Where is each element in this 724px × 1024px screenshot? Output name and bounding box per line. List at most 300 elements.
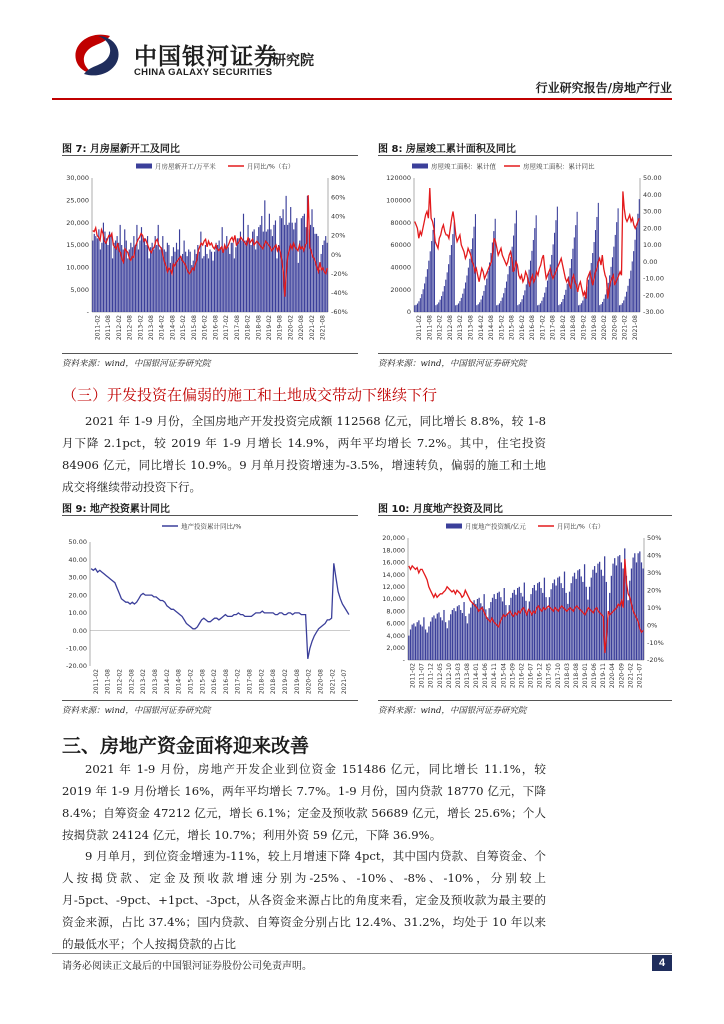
bar [234,258,235,312]
y-tick-left: 18,000 [382,546,405,555]
bar [502,298,503,312]
bar [130,243,131,312]
bar [603,299,604,312]
x-tick-label: 2019-02 [282,669,289,695]
x-tick-label: 2016-02 [518,663,526,689]
bar [435,305,436,312]
x-tick-label: 2012-02 [115,315,123,341]
bar [261,216,262,312]
paragraph-funding-2: 9 月单月，到位资金增速为-11%，较上月增速下降 4pct，其中国内贷款、自筹资金、个人按揭贷款、定金及预收款增速分别为-25%、-10%、-8%、-10%，分别较上月-5pct、-9pct、+1pct、-3pct，从各资金来源占比的角度来看，定金及预收款为最主要的资金来源，占比 37.4%；国内贷款、自筹资金分别占比 12.4%、31.2%，均处于 10 年以来的最低水平；个人按揭贷款的占比 [62,849,546,951]
bar [168,245,169,312]
bar [635,240,636,312]
y-tick-left: 25,000 [66,196,89,205]
bar [422,626,423,660]
chart-fig9 [62,518,358,696]
bar [133,236,134,312]
y-tick-left: 0 [406,308,411,317]
bar [522,597,523,660]
bar [275,220,276,312]
fig8-title: 图 8: 房屋竣工累计面积及同比 [378,144,516,155]
bar [176,243,177,312]
bar [543,297,544,312]
bar [615,235,616,312]
fig8-source: 资料来源：wind，中国银河证券研究院 [378,359,527,369]
bar [209,249,210,312]
bar [458,303,459,312]
y-tick-right: 40.00 [643,190,662,199]
bar [322,245,323,312]
bar [237,238,238,312]
bar [495,219,496,312]
bar [424,283,425,312]
bar [319,270,320,312]
x-tick-label: 2019-08 [276,315,284,341]
bar [440,617,441,660]
bar [447,628,448,660]
y-tick-right: -60% [331,308,348,317]
bar [194,249,195,312]
bar [260,225,261,312]
y-tick-right: 20% [647,586,662,595]
bar [184,241,185,312]
bar [555,586,556,660]
bar [639,199,640,312]
bar [425,277,426,312]
x-tick-label: 2020-02 [305,669,313,695]
brand-subtitle: 研究院 [272,53,314,69]
bar [467,623,468,660]
bar [437,614,438,660]
y-tick-right: 10.00 [643,241,662,250]
y-tick-right: -20.00 [643,291,664,300]
y-tick-right: 50% [647,534,662,543]
bar [582,582,583,660]
bar [304,214,305,312]
bar [450,614,451,660]
y-tick-right: 40% [331,212,346,221]
bar [559,576,560,660]
bar [136,225,137,312]
footer-disclaimer: 请务必阅读正文最后的中国银河证券股份公司免责声明。 [62,961,312,972]
bar [449,255,450,312]
bar [258,227,259,312]
bar [495,599,496,660]
x-tick-label: 2011-08 [104,669,112,695]
bar [637,214,638,312]
x-tick-label: 2020-09 [618,663,626,689]
y-tick-right: 20% [331,231,346,240]
legend-label-1: 月同比/%（右） [247,162,295,171]
bar [120,225,121,312]
bar [638,553,639,660]
x-tick-label: 2018-08 [572,663,580,689]
bar [441,296,442,312]
x-tick-label: 2019-08 [293,669,301,695]
y-tick-right: 30% [647,569,662,578]
bar [530,594,531,660]
bar [457,606,458,660]
bar [202,258,203,312]
bar [476,305,477,312]
bar [167,243,168,312]
galaxy-logo-icon [70,32,126,78]
x-tick-label: 2014-02 [163,669,171,695]
bar [529,270,530,312]
bar [238,238,239,312]
bar [311,209,312,312]
y-tick-left: 30,000 [66,174,89,183]
bar [602,302,603,312]
bar [110,234,111,312]
bar [153,249,154,312]
bar [455,611,456,660]
bar [581,303,582,312]
bar [416,305,417,312]
bar [612,257,613,312]
bar [616,565,617,660]
bar [149,258,150,312]
y-tick-left: - [86,308,89,317]
bar [545,597,546,660]
x-tick-label: 2021-02 [627,663,635,689]
bar [486,279,487,312]
x-tick-label: 2013-08 [467,315,475,341]
bar [561,583,562,660]
x-tick-label: 2019-11 [600,663,608,689]
x-tick-label: 2017-08 [246,669,254,695]
bar [187,256,188,312]
bar [567,604,568,660]
bar [507,274,508,312]
fig10-bottom-rule [378,700,672,701]
bar [577,570,578,660]
bar [482,606,483,660]
x-tick-label: 2016-02 [211,669,219,695]
y-tick-left: 20,000 [66,218,89,227]
x-tick-label: 2014-11 [491,663,499,689]
bar [499,303,500,312]
bar [255,249,256,312]
bar [550,589,551,660]
bar [124,229,125,312]
bar [318,236,319,312]
y-tick-left: 8,000 [386,607,405,616]
bar [452,610,453,660]
bar [415,626,416,660]
x-tick-label: 2017-02 [539,315,547,341]
bar [141,227,142,312]
series-line [91,563,349,659]
bar [462,613,463,660]
bar [296,218,297,312]
x-tick-label: 2015-09 [509,663,517,689]
x-tick-label: 2017-10 [554,663,562,689]
bar [421,294,422,312]
legend-label-0: 月度地产投资额/亿元 [465,522,526,531]
legend-label-1: 月同比/%（右） [557,522,605,531]
bar [430,622,431,660]
bar [264,200,265,312]
bar [609,593,610,660]
y-tick-right: -30.00 [643,308,664,317]
bar [272,236,273,312]
bar [537,583,538,660]
x-tick-label: 2020-08 [611,315,619,341]
bar [212,261,213,312]
bar [588,280,589,312]
y-tick-right: 0% [647,621,658,630]
x-tick-label: 2014-02 [158,315,166,341]
bar [423,617,424,660]
bar [578,305,579,312]
bar [92,241,93,312]
bar [523,295,524,312]
bar [552,583,553,660]
bar [162,236,163,312]
y-tick-left: 16,000 [382,558,405,567]
bar [496,305,497,312]
bar [286,196,287,312]
y-tick-right: 20.00 [643,224,662,233]
bar [316,234,317,312]
bar [629,581,630,660]
bar [490,602,491,660]
bar [412,625,413,660]
bar [484,594,485,660]
bar [540,303,541,312]
bar [453,608,454,660]
x-tick-label: 2020-08 [298,315,306,341]
bar [517,588,518,660]
y-tick-left: 15,000 [66,241,89,250]
bar [560,304,561,312]
bar [633,251,634,312]
bar [634,553,635,660]
bar [507,614,508,660]
bar [235,247,236,312]
bar [299,241,300,312]
y-tick-right: -40% [331,289,348,298]
bar [249,238,250,312]
y-tick-right: 50.00 [643,174,662,183]
bar [452,234,453,312]
bar [599,562,600,660]
bar [621,562,622,660]
x-tick-label: 2014-08 [488,315,496,341]
bar [618,208,619,312]
bar [223,249,224,312]
bar [555,220,556,312]
bar [594,566,595,660]
x-tick-label: 2011-07 [418,663,426,689]
x-tick-label: 2018-02 [258,669,266,695]
bar [267,229,268,312]
x-tick-label: 2013-08 [464,663,471,689]
bar [489,262,490,312]
bar [557,578,558,660]
y-tick-left: 80000 [390,218,411,227]
x-tick-label: 2021-08 [319,315,327,341]
bar [577,212,578,312]
bar [538,305,539,312]
bar [278,245,279,312]
bar [470,608,471,660]
fig10-source: 资料来源：wind，中国银河证券研究院 [378,706,527,716]
bar [113,243,114,312]
bar [460,610,461,660]
x-tick-label: 2014-02 [477,315,485,341]
bar [551,255,552,312]
section-heading-investment: （三）开发投资在偏弱的施工和土地成交带动下继续下行 [62,386,438,404]
bar [437,304,438,312]
bar [565,290,566,312]
bar [599,305,600,312]
y-tick-left: 20.00 [68,591,87,600]
bar [639,551,640,660]
legend-label-0: 地产投资累计同比/% [181,522,242,531]
bar [159,249,160,312]
x-tick-label: 2016-08 [212,315,220,341]
bar [506,282,507,312]
bar [524,583,525,660]
bar [526,284,527,312]
bar [572,576,573,660]
x-tick-label: 2011-02 [92,669,100,695]
bar [629,279,630,312]
bar [544,578,545,660]
bar [472,238,473,312]
fig10-top-rule [378,515,672,516]
x-tick-label: 2016-12 [536,663,544,689]
bar [479,302,480,312]
y-tick-left: 10,000 [66,263,89,272]
x-tick-label: 2016-08 [529,315,537,341]
bar [623,300,624,312]
bar [531,251,532,312]
bar [514,590,515,660]
bar [536,215,537,312]
bar [292,223,293,312]
bar [94,234,95,312]
bar [417,622,418,660]
bar [567,284,568,312]
bar [575,225,576,312]
bar [417,304,418,312]
y-tick-right: 0% [331,250,342,259]
x-tick-label: 2015-02 [187,669,195,695]
y-tick-right: 40% [647,551,662,560]
bar [544,293,545,312]
x-tick-label: 2018-08 [270,669,278,695]
bar [632,261,633,312]
bar [138,249,139,312]
bar [465,616,466,660]
x-tick-label: 2013-08 [148,315,155,341]
bar [229,254,230,312]
bar [534,585,535,660]
bar [182,254,183,312]
bar [127,258,128,312]
bar [139,241,140,312]
x-tick-label: 2017-02 [234,669,242,695]
bar [155,236,156,312]
bar [433,230,434,312]
bar [414,305,415,312]
bar [231,243,232,312]
y-tick-right: 0.00 [643,257,658,266]
bar [626,292,627,312]
bar [463,602,464,660]
chart-fig7 [62,158,358,348]
bar [488,271,489,312]
bar [564,295,565,312]
bar [455,305,456,312]
bar [469,259,470,312]
bar [284,225,285,312]
bar [591,263,592,312]
bar [246,241,247,312]
bar [190,252,191,312]
chapter-heading-funding: 三、房地产资金面将迎来改善 [62,735,310,757]
bar [530,261,531,312]
bar [522,299,523,312]
bar [643,569,644,661]
bar [251,245,252,312]
fig8-top-rule [378,155,672,156]
y-tick-left: 2,000 [386,644,405,652]
x-tick-label: 2015-04 [500,663,508,689]
bar [410,630,411,661]
bar [472,603,473,660]
footer-divider [52,953,672,954]
bar [243,214,244,312]
x-tick-label: 2019-01 [582,663,589,689]
bar [214,252,215,312]
bar [432,617,433,660]
bar [413,623,414,660]
fig7-bottom-rule [62,353,358,354]
bar [609,275,610,312]
bar [302,216,303,312]
y-tick-right: -20% [331,269,348,278]
bar [443,610,444,660]
bar [617,556,618,660]
x-tick-label: 2012-08 [128,669,136,695]
bar [171,256,172,312]
y-tick-left: 4,000 [386,631,405,640]
y-tick-right: 30.00 [643,207,662,216]
y-tick-left: 12,000 [382,583,405,591]
bar [504,588,505,660]
bar [494,594,495,660]
bar [104,232,105,312]
bar [515,595,516,660]
x-tick-label: 2017-08 [233,315,241,341]
bar [199,252,200,312]
bar [266,232,267,312]
bar [290,207,291,312]
bar [423,289,424,312]
x-tick-label: 2020-08 [317,669,325,695]
x-tick-label: 2013-02 [137,315,145,341]
bar [475,214,476,312]
x-tick-label: 2020-02 [601,315,609,341]
bar [510,598,511,660]
x-tick-label: 2014-08 [169,315,177,341]
bar [537,305,538,312]
bar [581,576,582,660]
x-tick-label: 2018-08 [570,315,578,341]
